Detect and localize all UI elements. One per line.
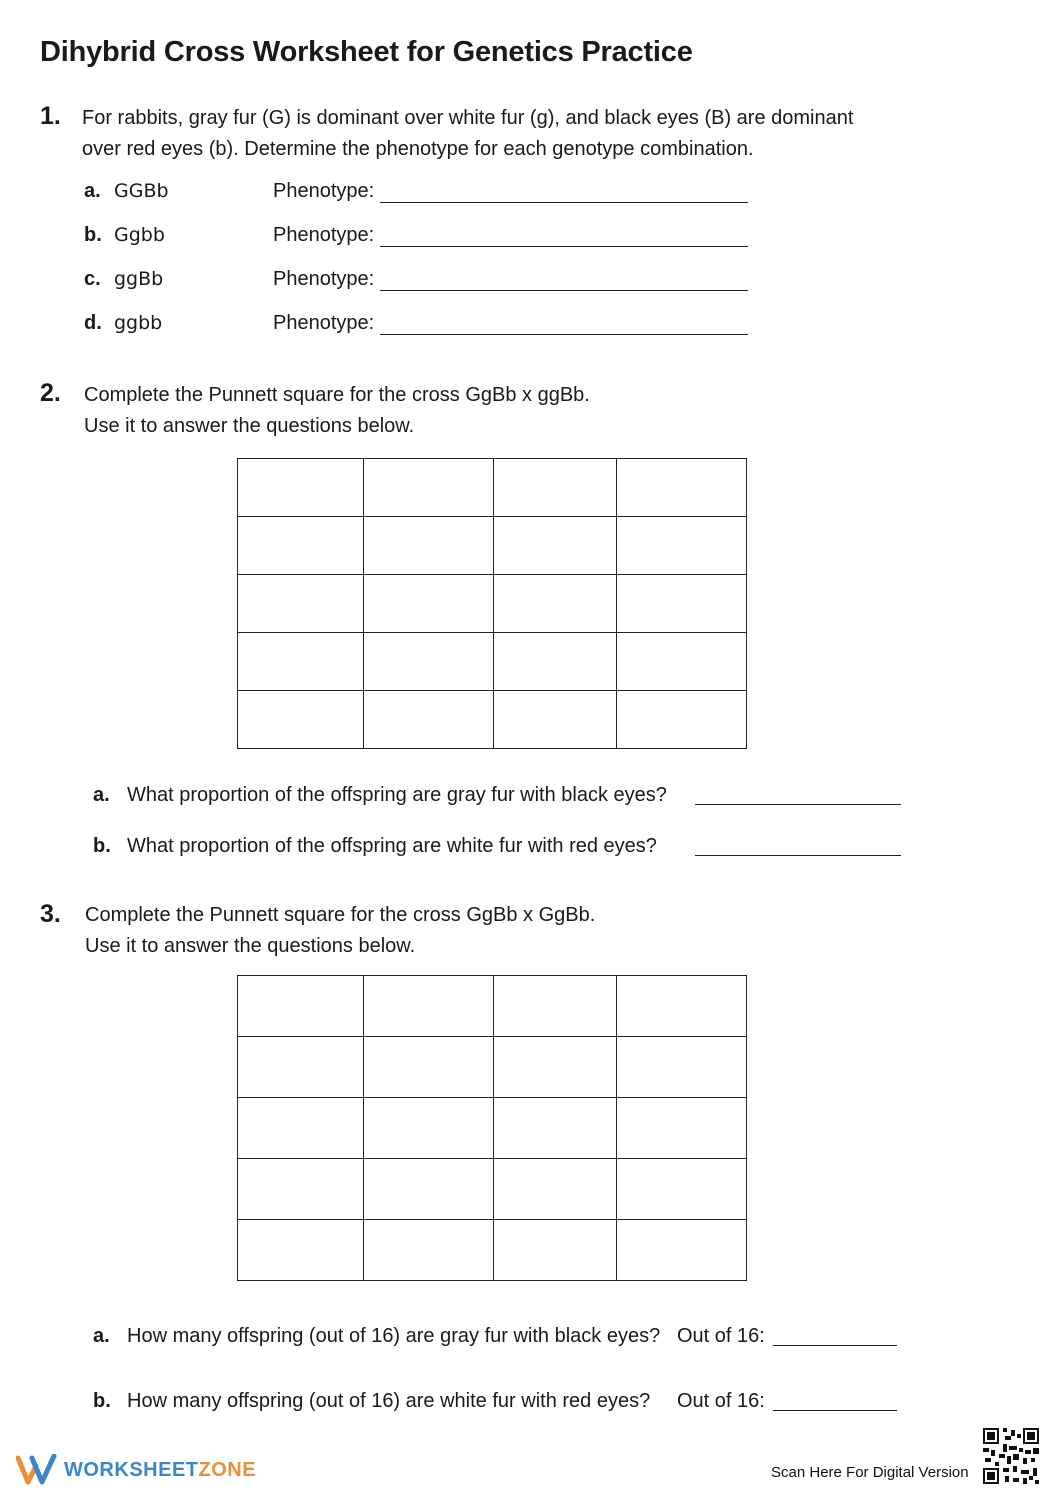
worksheetzone-logo-icon	[16, 1454, 58, 1486]
sub-question-text: How many offspring (out of 16) are white fur with red eyes?	[127, 1390, 651, 1412]
punnett-cell[interactable]	[238, 575, 364, 633]
sub-letter: a.	[93, 784, 110, 806]
punnett-cell[interactable]	[238, 691, 364, 749]
answer-blank[interactable]	[773, 1345, 897, 1346]
item-letter: a.	[84, 180, 101, 202]
punnett-cell[interactable]	[617, 575, 747, 633]
brand-part-1: WORKSHEET	[64, 1458, 199, 1481]
punnett-cell[interactable]	[494, 575, 617, 633]
sub-letter: b.	[93, 835, 111, 857]
question-1-line-1: For rabbits, gray fur (G) is dominant over white fur (g), and black eyes (B) are dominant	[82, 107, 854, 129]
punnett-cell[interactable]	[364, 691, 494, 749]
question-1-number: 1.	[40, 102, 61, 130]
punnett-cell[interactable]	[238, 976, 364, 1037]
punnett-cell[interactable]	[617, 1037, 747, 1098]
genotype-label: ggBb	[114, 268, 164, 290]
punnett-cell[interactable]	[617, 459, 747, 517]
genotype-label: GGBb	[114, 180, 169, 202]
punnett-cell[interactable]	[238, 1159, 364, 1220]
phenotype-label: Phenotype:	[273, 224, 375, 246]
sub-question-text: What proportion of the offspring are white fur with red eyes?	[127, 835, 657, 857]
punnett-cell[interactable]	[494, 976, 617, 1037]
question-3-text	[85, 900, 595, 962]
punnett-cell[interactable]	[617, 976, 747, 1037]
item-letter: c.	[84, 268, 101, 290]
punnett-cell[interactable]	[238, 459, 364, 517]
genotype-label: Ggbb	[114, 224, 165, 246]
sub-letter: b.	[93, 1390, 111, 1412]
answer-blank[interactable]	[695, 855, 901, 856]
punnett-cell[interactable]	[238, 1098, 364, 1159]
brand-part-2: ZONE	[198, 1458, 257, 1481]
punnett-cell[interactable]	[617, 517, 747, 575]
punnett-cell[interactable]	[364, 517, 494, 575]
out-of-label: Out of 16:	[677, 1390, 765, 1412]
question-3-line-2: Use it to answer the questions below.	[85, 935, 416, 957]
sub-letter: a.	[93, 1325, 110, 1347]
punnett-cell[interactable]	[364, 575, 494, 633]
phenotype-label: Phenotype:	[273, 268, 375, 290]
punnett-cell[interactable]	[617, 633, 747, 691]
question-3-number: 3.	[40, 900, 61, 928]
question-2-text	[84, 380, 590, 442]
phenotype-answer-blank[interactable]	[380, 334, 748, 335]
punnett-cell[interactable]	[364, 1098, 494, 1159]
scan-text: Scan Here For Digital Version	[771, 1464, 969, 1481]
brand-name	[64, 1459, 256, 1482]
question-2-line-2: Use it to answer the questions below.	[84, 415, 415, 437]
punnett-square-1	[237, 458, 747, 749]
punnett-cell[interactable]	[238, 633, 364, 691]
punnett-cell[interactable]	[617, 1159, 747, 1220]
sub-question-text: What proportion of the offspring are gray fur with black eyes?	[127, 784, 667, 806]
punnett-cell[interactable]	[494, 1098, 617, 1159]
punnett-cell[interactable]	[238, 1037, 364, 1098]
punnett-cell[interactable]	[364, 633, 494, 691]
question-3-line-1: Complete the Punnett square for the cross GgBb x GgBb.	[85, 904, 596, 926]
punnett-cell[interactable]	[238, 517, 364, 575]
punnett-cell[interactable]	[364, 1220, 494, 1281]
question-2-number: 2.	[40, 379, 61, 407]
punnett-cell[interactable]	[494, 691, 617, 749]
answer-blank[interactable]	[773, 1410, 897, 1411]
item-letter: b.	[84, 224, 102, 246]
punnett-cell[interactable]	[364, 976, 494, 1037]
question-2-line-1: Complete the Punnett square for the cross GgBb x ggBb.	[84, 384, 590, 406]
punnett-cell[interactable]	[494, 1220, 617, 1281]
answer-blank[interactable]	[695, 804, 901, 805]
phenotype-label: Phenotype:	[273, 180, 375, 202]
punnett-cell[interactable]	[617, 691, 747, 749]
punnett-cell[interactable]	[364, 459, 494, 517]
punnett-cell[interactable]	[617, 1098, 747, 1159]
phenotype-answer-blank[interactable]	[380, 246, 748, 247]
punnett-cell[interactable]	[617, 1220, 747, 1281]
phenotype-answer-blank[interactable]	[380, 290, 748, 291]
worksheetzone-logo[interactable]	[16, 1452, 256, 1488]
punnett-cell[interactable]	[238, 1220, 364, 1281]
punnett-cell[interactable]	[494, 517, 617, 575]
sub-question-text: How many offspring (out of 16) are gray fur with black eyes?	[127, 1325, 661, 1347]
genotype-label: ggbb	[114, 312, 163, 334]
punnett-cell[interactable]	[494, 1159, 617, 1220]
qr-code-icon[interactable]	[983, 1428, 1039, 1484]
page-title: Dihybrid Cross Worksheet for Genetics Practice	[40, 36, 693, 68]
punnett-square-2	[237, 975, 747, 1281]
out-of-label: Out of 16:	[677, 1325, 765, 1347]
punnett-cell[interactable]	[494, 459, 617, 517]
punnett-cell[interactable]	[364, 1037, 494, 1098]
item-letter: d.	[84, 312, 102, 334]
phenotype-answer-blank[interactable]	[380, 202, 748, 203]
punnett-cell[interactable]	[494, 633, 617, 691]
phenotype-label: Phenotype:	[273, 312, 375, 334]
question-1-line-2: over red eyes (b). Determine the phenotype for each genotype combination.	[82, 138, 754, 160]
punnett-cell[interactable]	[364, 1159, 494, 1220]
question-1-text	[82, 103, 853, 165]
punnett-cell[interactable]	[494, 1037, 617, 1098]
